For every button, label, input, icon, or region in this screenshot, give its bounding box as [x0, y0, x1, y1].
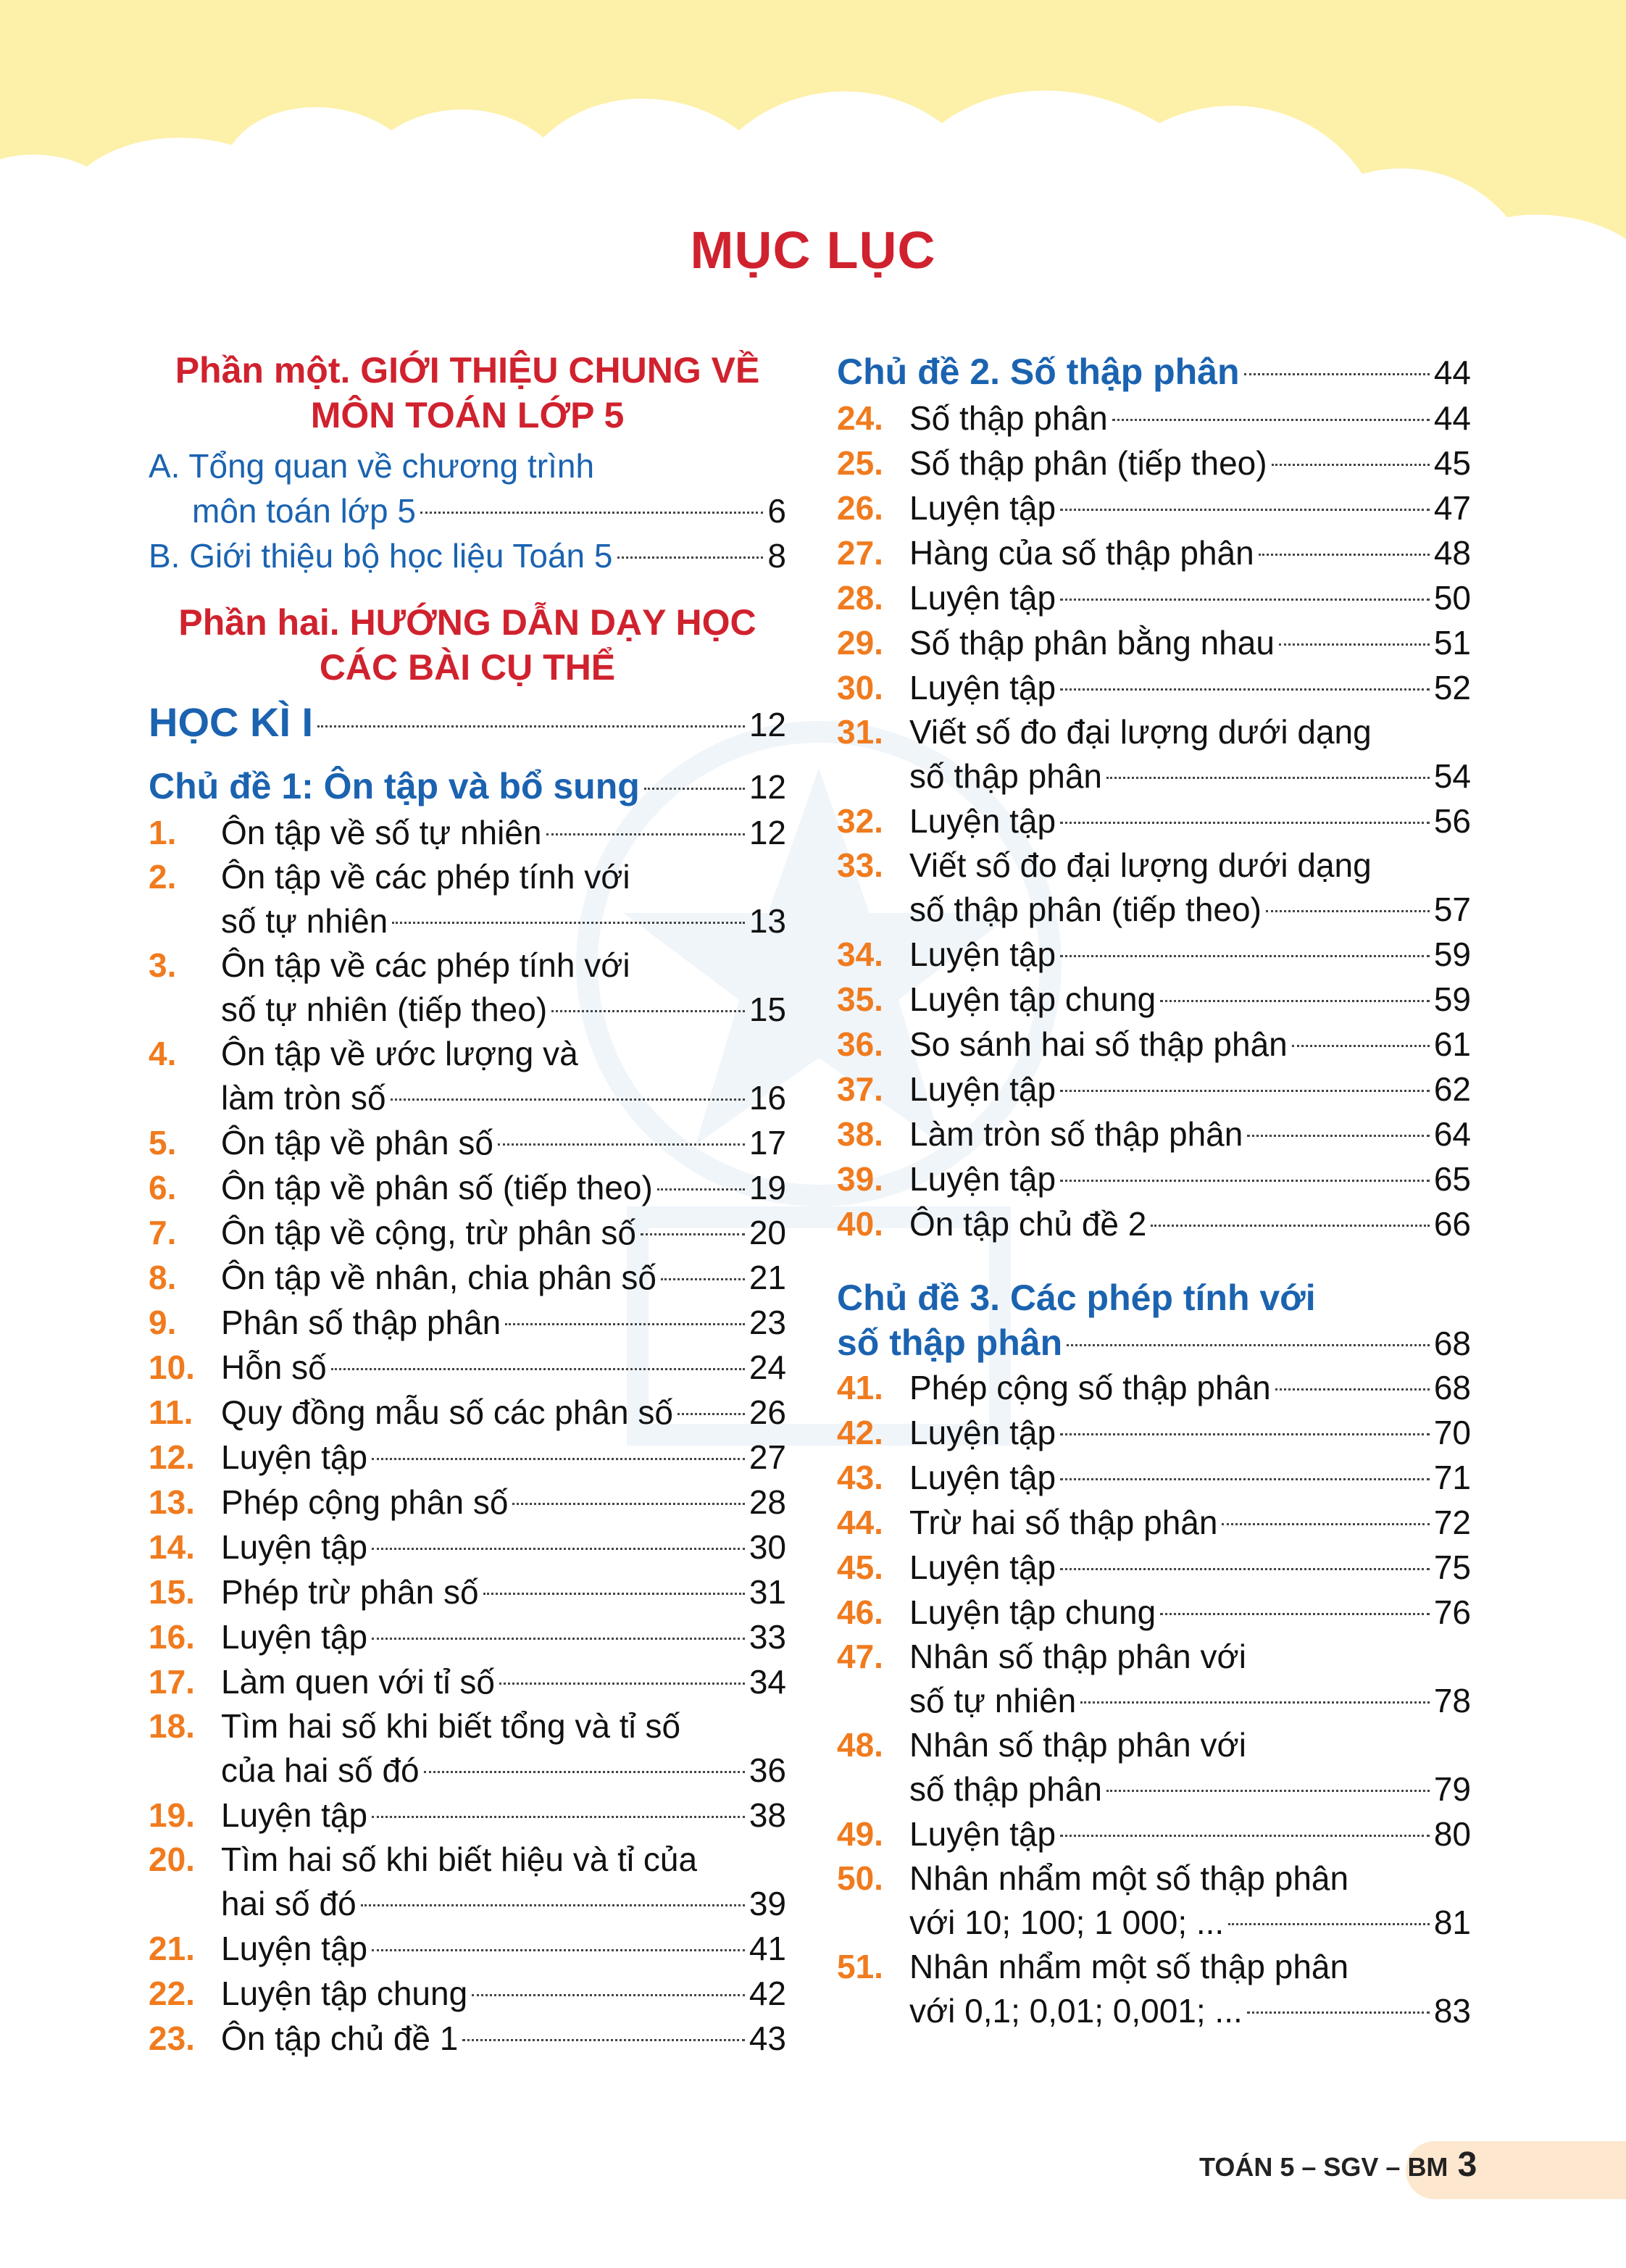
dot-leader — [1275, 1388, 1430, 1391]
page-number: 79 — [1433, 1770, 1471, 1808]
dot-leader — [1060, 955, 1430, 957]
page-number: 68 — [1433, 1369, 1471, 1406]
toc-list-topic-2 — [837, 396, 1471, 1246]
toc-entry[interactable]: hai số đó 39 — [149, 1881, 786, 1926]
toc-list-topic-1 — [149, 810, 786, 2061]
dot-leader — [372, 1949, 745, 1951]
page-number: 64 — [1433, 1115, 1471, 1153]
entry-number: 19. — [149, 1796, 195, 1834]
dot-leader — [483, 1593, 745, 1595]
page-number: 23 — [749, 1304, 786, 1341]
dot-leader — [1228, 1923, 1430, 1925]
dot-leader — [472, 1994, 745, 1996]
dot-leader — [1266, 910, 1430, 912]
dot-leader — [1060, 1835, 1430, 1837]
toc-entry[interactable]: 6. Ôn tập về phân số (tiếp theo) 19 — [149, 1165, 786, 1210]
toc-entry[interactable]: 35. Luyện tập chung 59 — [837, 977, 1471, 1022]
page-number: 80 — [1433, 1815, 1471, 1853]
dot-leader — [499, 1683, 745, 1685]
dot-leader — [1247, 2011, 1430, 2014]
toc-entry[interactable]: 5. Ôn tập về phân số 17 — [149, 1120, 786, 1165]
toc-entry-a-line1[interactable]: A. Tổng quan về chương trình — [149, 447, 595, 485]
toc-entry[interactable]: 24. Số thập phân 44 — [837, 396, 1471, 441]
page-number: 16 — [749, 1079, 786, 1117]
dot-leader — [1279, 643, 1430, 646]
page-number: 75 — [1433, 1548, 1471, 1586]
toc-entry[interactable]: với 10; 100; 1 000; ... 81 — [837, 1900, 1471, 1945]
dot-leader — [1060, 509, 1430, 511]
dot-leader — [1060, 1433, 1430, 1435]
page-number: 42 — [749, 1975, 786, 2012]
page-number: 57 — [1433, 891, 1471, 928]
toc-entry-line1[interactable]: 2. Ôn tập về các phép tính với — [149, 855, 786, 899]
semester-heading[interactable]: HỌC KÌ I 12 — [149, 699, 786, 745]
entry-number: 2. — [149, 858, 177, 896]
toc-entry[interactable]: 21. Luyện tập 41 — [149, 1926, 786, 1971]
toc-entry-line1[interactable]: 51. Nhân nhẩm một số thập phân — [837, 1945, 1471, 1988]
toc-entry[interactable]: số thập phân 79 — [837, 1767, 1471, 1812]
entry-number: 33. — [837, 846, 883, 884]
dot-leader — [1292, 1045, 1430, 1047]
toc-entry[interactable]: 14. Luyện tập 30 — [149, 1525, 786, 1569]
page-number: 41 — [749, 1930, 786, 1967]
entry-number: 3. — [149, 946, 177, 984]
toc-entry[interactable]: 13. Phép cộng phân số 28 — [149, 1480, 786, 1525]
page-number: 12 — [749, 814, 786, 851]
dot-leader — [1151, 1225, 1429, 1227]
toc-entry-a[interactable]: môn toán lớp 5 6 — [192, 492, 786, 530]
page-number: 24 — [749, 1348, 786, 1386]
toc-entry-line1[interactable]: 33. Viết số đo đại lượng dưới dạng — [837, 843, 1471, 887]
footer-book-label: TOÁN 5 – SGV – BM — [1199, 2152, 1448, 2182]
toc-right-column — [837, 348, 1471, 2033]
dot-leader — [1244, 373, 1430, 375]
page-number: 13 — [749, 902, 786, 940]
page-number: 59 — [1433, 980, 1471, 1018]
toc-entry[interactable]: 15. Phép trừ phân số 31 — [149, 1569, 786, 1614]
toc-entry[interactable]: số tự nhiên (tiếp theo) 15 — [149, 987, 786, 1032]
page-number: 17 — [749, 1124, 786, 1162]
page-number: 76 — [1433, 1593, 1471, 1631]
dot-leader — [372, 1548, 745, 1550]
page-number: 26 — [749, 1393, 786, 1431]
entry-number: 35. — [837, 980, 883, 1018]
entry-number: 30. — [837, 669, 883, 706]
page-number: 71 — [1433, 1459, 1471, 1496]
toc-entry-line1[interactable]: 50. Nhân nhẩm một số thập phân — [837, 1856, 1471, 1900]
dot-leader — [1106, 777, 1430, 779]
entry-number: 38. — [837, 1115, 883, 1153]
entry-number: 41. — [837, 1369, 883, 1406]
page-number: 65 — [1433, 1160, 1471, 1198]
page-number: 43 — [749, 2019, 786, 2057]
dot-leader — [1112, 419, 1430, 421]
entry-number: 12. — [149, 1438, 195, 1476]
entry-number: 18. — [149, 1707, 195, 1745]
page-number: 48 — [1433, 534, 1471, 572]
dot-leader — [1060, 1090, 1430, 1092]
dot-leader — [1060, 599, 1430, 601]
dot-leader — [372, 1816, 745, 1818]
toc-entry-line1[interactable]: 31. Viết số đo đại lượng dưới dạng — [837, 710, 1471, 754]
page-number: 21 — [749, 1259, 786, 1296]
dot-leader — [462, 2039, 744, 2041]
entry-number: 7. — [149, 1214, 177, 1251]
toc-entry[interactable]: 25. Số thập phân (tiếp theo) 45 — [837, 441, 1471, 485]
topic-3-heading[interactable]: số thập phân 68 — [837, 1322, 1471, 1363]
toc-entry[interactable]: 7. Ôn tập về cộng, trừ phân số 20 — [149, 1210, 786, 1255]
toc-entry-line1[interactable]: 3. Ôn tập về các phép tính với — [149, 943, 786, 987]
toc-entry-line1[interactable]: 47. Nhân số thập phân với — [837, 1635, 1471, 1678]
toc-entry[interactable]: của hai số đó 36 — [149, 1748, 786, 1793]
part-two-heading: Phần hai. HƯỚNG DẪN DẠY HỌC CÁC BÀI CỤ THỂ — [178, 602, 756, 688]
entry-number: 32. — [837, 802, 883, 840]
dot-leader — [1060, 1180, 1430, 1182]
dot-leader — [392, 922, 745, 924]
entry-number: 26. — [837, 489, 883, 527]
entry-number: 37. — [837, 1070, 883, 1108]
toc-entry[interactable]: 32. Luyện tập 56 — [837, 799, 1471, 843]
toc-entry[interactable]: 39. Luyện tập 65 — [837, 1156, 1471, 1201]
entry-number: 13. — [149, 1483, 195, 1521]
entry-number: 39. — [837, 1160, 883, 1198]
entry-number: 1. — [149, 814, 177, 851]
toc-entry[interactable]: 9. Phân số thập phân 23 — [149, 1300, 786, 1345]
toc-entry[interactable]: 10. Hỗn số 24 — [149, 1345, 786, 1390]
dot-leader — [1259, 554, 1430, 556]
entry-number: 48. — [837, 1726, 883, 1764]
entry-number: 17. — [149, 1663, 195, 1701]
page-number: 28 — [749, 1483, 786, 1521]
topic-2-heading[interactable]: Chủ đề 2. Số thập phân 44 — [837, 351, 1471, 392]
toc-entry[interactable]: với 0,1; 0,01; 0,001; ... 83 — [837, 1988, 1471, 2033]
dot-leader — [617, 556, 764, 559]
dot-leader — [361, 1904, 745, 1906]
entry-number: 45. — [837, 1548, 883, 1586]
page-number: 19 — [749, 1169, 786, 1206]
toc-entry[interactable]: 41. Phép cộng số thập phân 68 — [837, 1365, 1471, 1410]
toc-entry[interactable]: 30. Luyện tập 52 — [837, 665, 1471, 710]
toc-entry[interactable]: 49. Luyện tập 80 — [837, 1812, 1471, 1856]
entry-number: 11. — [149, 1393, 193, 1431]
toc-entry[interactable]: 26. Luyện tập 47 — [837, 485, 1471, 530]
dot-leader — [498, 1143, 745, 1146]
dot-leader — [1067, 1344, 1430, 1346]
page-number: 83 — [1433, 1992, 1471, 2030]
entry-number: 51. — [837, 1948, 883, 1985]
dot-leader — [1060, 1478, 1430, 1480]
dot-leader — [420, 512, 764, 514]
toc-entry[interactable]: 37. Luyện tập 62 — [837, 1067, 1471, 1112]
entry-number: 22. — [149, 1975, 195, 2012]
page-title: MỤC LỤC — [690, 222, 936, 280]
dot-leader — [1060, 822, 1430, 824]
dot-leader — [1060, 688, 1430, 691]
entry-number: 14. — [149, 1528, 195, 1566]
page-number: 34 — [749, 1663, 786, 1701]
entry-number: 36. — [837, 1025, 883, 1063]
toc-entry[interactable]: 45. Luyện tập 75 — [837, 1545, 1471, 1590]
toc-left-column — [149, 348, 786, 2061]
page-number: 50 — [1433, 579, 1471, 617]
toc-entry[interactable]: 27. Hàng của số thập phân 48 — [837, 530, 1471, 575]
page-number: 61 — [1433, 1025, 1471, 1063]
entry-number: 47. — [837, 1638, 883, 1675]
entry-number: 24. — [837, 399, 883, 437]
entry-number: 44. — [837, 1504, 883, 1541]
page-number: 52 — [1433, 669, 1471, 706]
page-number: 39 — [749, 1885, 786, 1922]
toc-entry[interactable]: 16. Luyện tập 33 — [149, 1614, 786, 1659]
toc-entry[interactable]: 44. Trừ hai số thập phân 72 — [837, 1500, 1471, 1545]
part-one-heading: Phần một. GIỚI THIỆU CHUNG VỀ MÔN TOÁN LỚP 5 — [175, 350, 760, 435]
topic-1-heading[interactable]: Chủ đề 1: Ôn tập và bổ sung 12 — [149, 766, 786, 806]
dot-leader — [512, 1503, 744, 1505]
dot-leader — [1160, 1000, 1430, 1002]
toc-entry[interactable]: 12. Luyện tập 27 — [149, 1435, 786, 1480]
dot-leader — [424, 1771, 745, 1773]
toc-entry-b[interactable]: B. Giới thiệu bộ học liệu Toán 5 8 — [149, 537, 786, 575]
toc-entry[interactable]: 43. Luyện tập 71 — [837, 1455, 1471, 1500]
entry-number: 4. — [149, 1035, 177, 1072]
entry-number: 46. — [837, 1593, 883, 1631]
page-number: 59 — [1433, 935, 1471, 973]
footer-page-number: 3 — [1457, 2146, 1477, 2184]
entry-number: 34. — [837, 935, 883, 973]
toc-entry[interactable]: 19. Luyện tập 38 — [149, 1793, 786, 1838]
toc-entry[interactable]: 36. So sánh hai số thập phân 61 — [837, 1022, 1471, 1067]
page-number: 36 — [749, 1751, 786, 1789]
dot-leader — [505, 1323, 745, 1325]
page-number: 54 — [1433, 757, 1471, 795]
page-number: 27 — [749, 1438, 786, 1476]
toc-entry[interactable]: 28. Luyện tập 50 — [837, 575, 1471, 620]
entry-number: 8. — [149, 1259, 177, 1296]
dot-leader — [1160, 1613, 1430, 1615]
entry-number: 31. — [837, 713, 883, 751]
page-number: 81 — [1433, 1904, 1471, 1941]
page-number: 33 — [749, 1618, 786, 1656]
entry-number: 40. — [837, 1205, 883, 1243]
dot-leader — [391, 1098, 745, 1101]
dot-leader — [1222, 1523, 1429, 1525]
page-number: 38 — [749, 1796, 786, 1834]
toc-entry[interactable]: 23. Ôn tập chủ đề 1 43 — [149, 2016, 786, 2061]
toc-entry[interactable]: 38. Làm tròn số thập phân 64 — [837, 1112, 1471, 1156]
page-number: 30 — [749, 1528, 786, 1566]
dot-leader — [661, 1278, 745, 1280]
dot-leader — [678, 1413, 745, 1415]
dot-leader — [657, 1188, 745, 1191]
toc-entry[interactable]: 17. Làm quen với tỉ số 34 — [149, 1659, 786, 1704]
toc-entry-line1[interactable]: 20. Tìm hai số khi biết hiệu và tỉ của — [149, 1838, 786, 1881]
entry-number: 16. — [149, 1618, 195, 1656]
toc-entry[interactable]: 42. Luyện tập 70 — [837, 1410, 1471, 1455]
entry-number: 15. — [149, 1573, 195, 1611]
toc-entry-line1[interactable]: 48. Nhân số thập phân với — [837, 1723, 1471, 1767]
page-number: 66 — [1433, 1205, 1471, 1243]
dot-leader — [331, 1368, 745, 1370]
page-number: 56 — [1433, 802, 1471, 840]
toc-entry[interactable]: 29. Số thập phân bằng nhau 51 — [837, 620, 1471, 665]
entry-number: 49. — [837, 1815, 883, 1853]
dot-leader — [372, 1458, 745, 1460]
dot-leader — [317, 725, 745, 727]
dot-leader — [546, 833, 745, 835]
entry-number: 23. — [149, 2019, 195, 2057]
dot-leader — [644, 788, 745, 790]
page-number: 20 — [749, 1214, 786, 1251]
entry-number: 6. — [149, 1169, 177, 1206]
entry-number: 5. — [149, 1124, 177, 1162]
dot-leader — [372, 1638, 745, 1640]
toc-entry[interactable]: 34. Luyện tập 59 — [837, 932, 1471, 977]
toc-entry-line1[interactable]: 18. Tìm hai số khi biết tổng và tỉ số — [149, 1704, 786, 1748]
toc-entry[interactable]: 22. Luyện tập chung 42 — [149, 1971, 786, 2016]
entry-number: 50. — [837, 1859, 883, 1897]
dot-leader — [551, 1010, 745, 1012]
entry-number: 29. — [837, 624, 883, 662]
toc-entry[interactable]: số tự nhiên 13 — [149, 899, 786, 943]
entry-number: 42. — [837, 1414, 883, 1451]
entry-number: 10. — [149, 1348, 195, 1386]
entry-number: 43. — [837, 1459, 883, 1496]
page-number: 45 — [1433, 444, 1471, 482]
toc-entry[interactable]: số thập phân 54 — [837, 754, 1471, 799]
entry-number: 20. — [149, 1840, 195, 1878]
entry-number: 21. — [149, 1930, 195, 1967]
dot-leader — [1060, 1568, 1430, 1570]
dot-leader — [1080, 1701, 1430, 1704]
dot-leader — [641, 1233, 745, 1235]
toc-entry[interactable]: 8. Ôn tập về nhân, chia phân số 21 — [149, 1255, 786, 1300]
toc-list-topic-3 — [837, 1365, 1471, 2033]
toc-entry[interactable]: 11. Quy đồng mẫu số các phân số 26 — [149, 1390, 786, 1435]
toc-entry[interactable]: 1. Ôn tập về số tự nhiên 12 — [149, 810, 786, 855]
page-number: 62 — [1433, 1070, 1471, 1108]
page-number: 78 — [1433, 1682, 1471, 1719]
toc-entry-line1[interactable]: 4. Ôn tập về ước lượng và — [149, 1032, 786, 1075]
page-number: 44 — [1433, 399, 1471, 437]
dot-leader — [1247, 1135, 1430, 1137]
entry-number: 25. — [837, 444, 883, 482]
dot-leader — [1106, 1790, 1430, 1792]
page-number: 47 — [1433, 489, 1471, 527]
toc-entry[interactable]: số tự nhiên 78 — [837, 1678, 1471, 1723]
page-number: 15 — [749, 991, 786, 1028]
toc-entry[interactable]: 46. Luyện tập chung 76 — [837, 1590, 1471, 1635]
entry-number: 9. — [149, 1304, 177, 1341]
page-number: 72 — [1433, 1504, 1471, 1541]
entry-number: 27. — [837, 534, 883, 572]
page-number: 31 — [749, 1573, 786, 1611]
topic-3-heading-line1[interactable]: Chủ đề 3. Các phép tính với — [837, 1277, 1316, 1318]
dot-leader — [1272, 464, 1430, 466]
toc-entry[interactable]: 40. Ôn tập chủ đề 2 66 — [837, 1201, 1471, 1246]
toc-entry[interactable]: số thập phân (tiếp theo) 57 — [837, 887, 1471, 932]
entry-number: 28. — [837, 579, 883, 617]
page-number: 51 — [1433, 624, 1471, 662]
toc-entry[interactable]: làm tròn số 16 — [149, 1075, 786, 1120]
page-number: 70 — [1433, 1414, 1471, 1451]
